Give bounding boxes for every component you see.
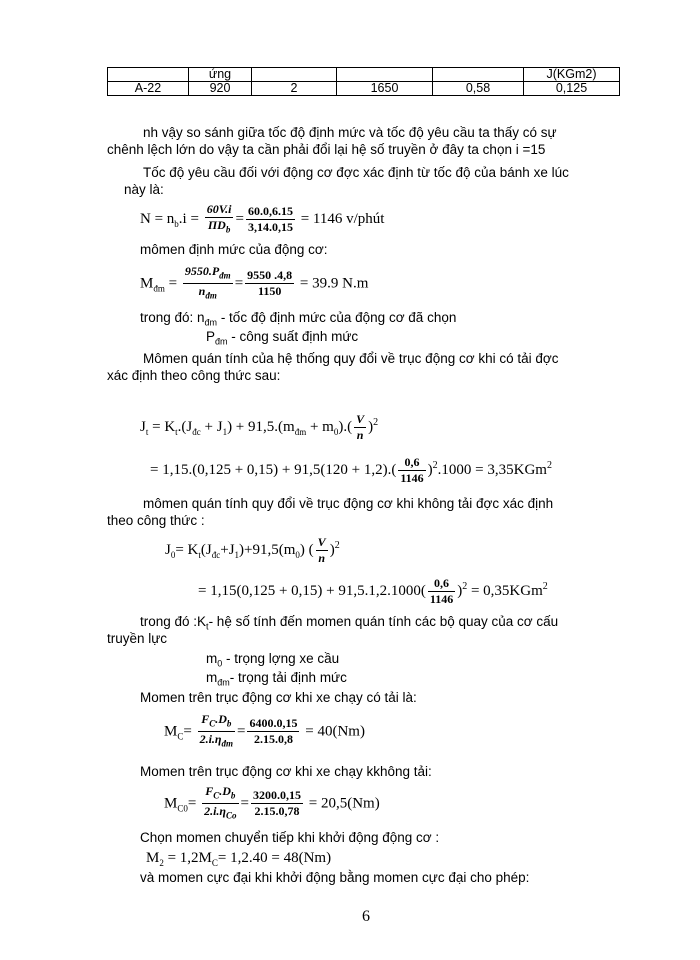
eq-sup: 2 bbox=[462, 580, 468, 592]
paragraph-line: mômen định mức của động cơ: bbox=[140, 242, 328, 257]
eq-text: )+91,5(m bbox=[239, 541, 296, 558]
paragraph-line: Chọn momen chuyển tiếp khi khởi động động cơ : bbox=[140, 830, 440, 845]
eq-result: = 1146 v/phút bbox=[300, 211, 385, 228]
eq-sub: 0 bbox=[170, 549, 176, 560]
denominator: 1146 bbox=[429, 592, 454, 606]
eq-text: .1000 = 3,35KGm bbox=[437, 461, 547, 478]
numerator: 60V.i bbox=[206, 202, 232, 216]
equation-load-torque: $M_C=$ $\frac{F_C.D_b}{2.i.\eta_{đm}}$ = $\frac{6400.0,15}{2.15.0,8}$ = 40(Nm) bbox=[164, 712, 365, 752]
equation-inertia-noload bbox=[165, 535, 340, 566]
eq-sub: Co bbox=[226, 810, 237, 821]
eq-sub: t bbox=[198, 549, 201, 560]
equation-inertia-noload-value bbox=[198, 576, 548, 607]
eq-text: = bbox=[183, 723, 192, 740]
denominator: 2.i.η bbox=[199, 732, 222, 747]
fraction bbox=[205, 202, 234, 237]
paragraph-line: Momen trên trục động cơ khi xe chạy có tải là: bbox=[140, 690, 417, 705]
fraction bbox=[316, 535, 328, 566]
paragraph-line: mômen quán tính quy đổi về trục động cơ khi không tải đợc xác định bbox=[143, 496, 554, 511]
eq-sub: C0 bbox=[177, 803, 188, 814]
eq-sub: 1 bbox=[234, 549, 240, 560]
eq-result: = 20,5(Nm) bbox=[308, 795, 380, 812]
eq-text: = K bbox=[175, 541, 199, 558]
eq-result: = 39.9 N.m bbox=[299, 275, 369, 292]
eq-text: ) bbox=[427, 461, 433, 478]
fraction bbox=[251, 788, 303, 819]
denominator: n bbox=[198, 284, 206, 299]
paragraph-line bbox=[206, 670, 347, 688]
fraction bbox=[198, 712, 235, 752]
eq-sub: C bbox=[211, 858, 218, 868]
eq-sub: đm bbox=[215, 336, 228, 347]
paragraph-line: Momen trên trục động cơ khi xe chạy kkhông tải: bbox=[140, 764, 432, 779]
eq-sup: 2 bbox=[546, 459, 552, 471]
eq-sub: đc bbox=[211, 549, 221, 560]
eq-text: .i = bbox=[178, 211, 199, 228]
equation-inertia-load-value bbox=[150, 455, 552, 486]
eq-sub: đm bbox=[205, 290, 217, 301]
denominator: ΠD bbox=[207, 218, 226, 232]
paragraph-line: Tốc độ yêu cầu đối với động cơ đợc xác định từ tốc độ của bánh xe lúc bbox=[143, 165, 569, 180]
denominator: 1146 bbox=[400, 471, 424, 485]
text: m bbox=[206, 670, 218, 685]
text: - trọng tải định mức bbox=[229, 670, 347, 685]
eq-text: ) bbox=[329, 541, 335, 558]
eq-sup: 2 bbox=[542, 580, 548, 592]
paragraph-line: theo công thức : bbox=[107, 513, 205, 528]
eq-text: .(J bbox=[177, 418, 193, 435]
numerator: 0,6 bbox=[398, 455, 425, 471]
eq-text: M bbox=[164, 795, 178, 812]
table-row bbox=[108, 82, 620, 96]
table-cell bbox=[108, 68, 189, 82]
equation-speed: $N = n_b.i$ = $\frac{60V.i}{\Pi D_b}$ = $\frac{60.0,6.15}{3,14.0,15}$ = 1146 v/phút bbox=[140, 202, 384, 237]
table-cell: J(KGm2) bbox=[524, 68, 620, 82]
eq-text: ) ( bbox=[299, 541, 314, 558]
text: - tốc độ định mức của động cơ đã chọn bbox=[217, 310, 457, 325]
eq-sub: 0 bbox=[295, 549, 300, 560]
numerator: 9550.P bbox=[184, 264, 220, 278]
fraction bbox=[246, 204, 295, 235]
eq-text: = bbox=[187, 795, 197, 812]
text: m bbox=[206, 651, 218, 666]
eq-sup: 2 bbox=[334, 539, 340, 551]
eq-text: + J bbox=[200, 418, 223, 435]
eq-text: M bbox=[146, 850, 160, 866]
table-row bbox=[108, 68, 620, 82]
denominator: n bbox=[356, 428, 364, 442]
equation-inertia-load bbox=[140, 412, 378, 443]
eq-text: ).( bbox=[338, 418, 353, 435]
spec-table bbox=[107, 67, 620, 96]
eq-sub: C bbox=[177, 731, 184, 742]
text: - công suất định mức bbox=[227, 329, 359, 344]
denominator: 3,14.0,15 bbox=[247, 220, 293, 235]
eq-text: = 0,35KGm bbox=[467, 582, 543, 599]
eq-sub: t bbox=[206, 621, 209, 632]
text: P bbox=[206, 329, 216, 344]
paragraph-line: xác định theo công thức sau: bbox=[107, 368, 281, 383]
eq-text: = 1,15.(0,125 + 0,15) + 91,5(120 + 1,2).( bbox=[150, 461, 397, 478]
eq-text: = 1,2M bbox=[163, 850, 212, 866]
eq-sub: đm bbox=[153, 283, 165, 294]
eq-sub: 0 bbox=[217, 658, 223, 669]
eq-sub: 0 bbox=[333, 426, 339, 437]
eq-sub: đm bbox=[204, 317, 218, 328]
eq-text: J bbox=[140, 418, 146, 435]
eq-text: M bbox=[140, 275, 154, 292]
table-cell bbox=[252, 68, 337, 82]
eq-text: ) + 91,5.(m bbox=[227, 418, 295, 435]
eq-sub: b bbox=[226, 718, 232, 729]
fraction bbox=[245, 268, 294, 299]
eq-text: J bbox=[165, 541, 171, 558]
eq-sub: b bbox=[174, 219, 179, 230]
numerator: V bbox=[356, 412, 365, 426]
paragraph-line: và momen cực đại khi khởi động bằng momen cực đại cho phép: bbox=[140, 870, 530, 885]
eq-sub: t bbox=[175, 426, 178, 437]
eq-text: + m bbox=[306, 418, 334, 435]
numerator: 3200.0,15 bbox=[252, 788, 301, 803]
eq-sub: C bbox=[209, 718, 216, 729]
equation-noload-torque: $M_{C0}=$ $\frac{F_C.D_b}{2.i.\eta_{Co}}$ = $\frac{3200.0,15}{2.15.0,78}$ = 20,5(Nm) bbox=[164, 784, 380, 824]
eq-sub: 2 bbox=[159, 858, 164, 868]
table-cell: 920 bbox=[189, 82, 252, 96]
eq-text: M bbox=[164, 723, 178, 740]
table-cell: ứng bbox=[189, 68, 252, 82]
paragraph-line: chênh lệch lớn do vậy ta cần phải đổi lại hệ số truyền ở đây ta chọn i =15 bbox=[107, 142, 546, 157]
eq-sub: đm bbox=[294, 426, 307, 437]
eq-sub: b bbox=[230, 790, 236, 801]
text: - hệ số tính đến momen quán tính các bộ quay của cơ cấu bbox=[208, 614, 559, 629]
eq-text: = 1,15(0,125 + 0,15) + 91,5.1,2.1000( bbox=[198, 582, 426, 599]
text: - trọng lợng xe cầu bbox=[222, 651, 340, 666]
table-cell: 1650 bbox=[337, 82, 433, 96]
eq-sub: b bbox=[225, 224, 231, 235]
denominator: 2.15.0,78 bbox=[254, 804, 300, 819]
denominator: 2.i.η bbox=[204, 804, 226, 819]
fraction bbox=[247, 716, 299, 747]
paragraph-line: truyền lực bbox=[107, 631, 168, 646]
numerator: F bbox=[201, 712, 210, 726]
numerator: 9550 .4,8 bbox=[247, 268, 293, 283]
eq-sub: C bbox=[213, 790, 220, 801]
numerator: F bbox=[205, 784, 214, 798]
eq-sub: đm bbox=[219, 270, 231, 281]
eq-sub: đc bbox=[192, 426, 201, 437]
numerator: 60.0,6.15 bbox=[247, 204, 293, 219]
table-cell: A-22 bbox=[108, 82, 189, 96]
paragraph-line: này là: bbox=[124, 182, 164, 197]
text: trong đó :K bbox=[140, 614, 207, 629]
fraction bbox=[428, 576, 455, 607]
eq-text: ) bbox=[368, 418, 374, 435]
paragraph-line: nh vậy so sánh giữa tốc độ định mức và tốc độ yêu cầu ta thấy có sự bbox=[143, 125, 557, 140]
eq-text: N = n bbox=[140, 211, 175, 228]
numerator: 6400.0,15 bbox=[249, 716, 298, 731]
eq-text: +J bbox=[220, 541, 235, 558]
eq-sup: 2 bbox=[373, 416, 379, 428]
eq-text: = 1,2.40 = 48(Nm) bbox=[217, 850, 332, 866]
text: trong đó: n bbox=[140, 310, 205, 325]
fraction bbox=[183, 264, 233, 304]
eq-text: = K bbox=[148, 418, 176, 435]
table-cell bbox=[337, 68, 433, 82]
eq-sup: 2 bbox=[432, 459, 438, 471]
fraction bbox=[354, 412, 366, 443]
paragraph-line bbox=[206, 329, 358, 347]
denominator: 1150 bbox=[257, 284, 282, 299]
equation-transfer-torque bbox=[146, 850, 331, 868]
paragraph-line bbox=[140, 310, 456, 328]
eq-text: (J bbox=[200, 541, 212, 558]
eq-sub: 1 bbox=[222, 426, 228, 437]
eq-text: ) bbox=[457, 582, 463, 599]
paragraph-line bbox=[206, 651, 339, 669]
fraction bbox=[202, 784, 238, 824]
numerator: V bbox=[317, 535, 326, 549]
table-cell: 0,58 bbox=[433, 82, 524, 96]
numerator: .D bbox=[215, 712, 227, 726]
page-number: 6 bbox=[362, 908, 370, 925]
eq-sub: đm bbox=[217, 677, 230, 688]
paragraph-line bbox=[140, 614, 558, 632]
equation-moment: $M_{đm}$ = $\frac{9550.P_{đm}}{n_{đm}}$ = $\frac{9550 .4,8}{1150}$ = 39.9 N.m bbox=[140, 264, 368, 304]
numerator: .D bbox=[219, 784, 231, 798]
denominator: n bbox=[318, 551, 326, 565]
table-cell bbox=[433, 68, 524, 82]
table-cell: 2 bbox=[252, 82, 337, 96]
fraction bbox=[398, 455, 425, 486]
numerator: 0,6 bbox=[428, 576, 455, 592]
eq-result: = 40(Nm) bbox=[305, 723, 365, 740]
table-cell: 0,125 bbox=[524, 82, 620, 96]
denominator: 2.15.0,8 bbox=[253, 732, 293, 747]
paragraph-line: Mômen quán tính của hệ thống quy đổi về trục động cơ khi có tải đợc bbox=[143, 351, 559, 366]
eq-sub: t bbox=[145, 426, 149, 437]
eq-sub: đm bbox=[221, 738, 234, 749]
